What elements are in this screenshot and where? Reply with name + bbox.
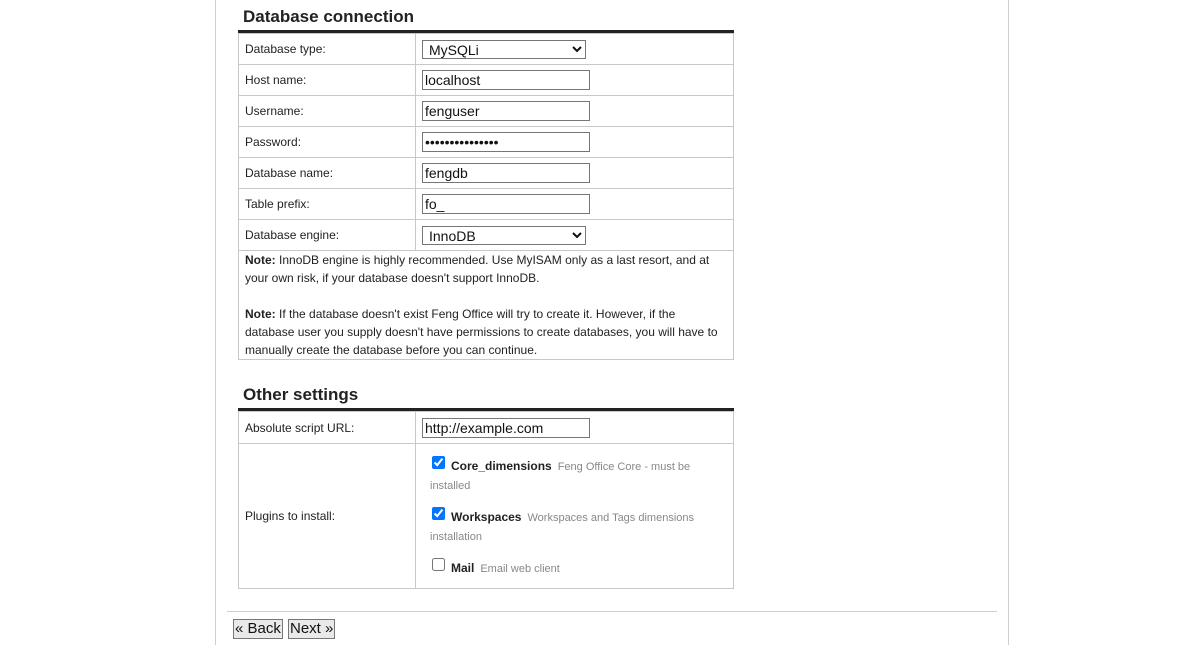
plugin-workspaces-desc: Workspaces and Tags dimensions installation <box>430 512 694 543</box>
engine-select[interactable] <box>422 226 586 245</box>
password-row <box>239 127 734 158</box>
back-button[interactable]: « Back <box>235 620 281 637</box>
database-connection-table <box>238 33 734 360</box>
plugin-workspaces <box>430 507 725 546</box>
plugins-label: Plugins to install: <box>239 444 416 589</box>
engine-label: Database engine: <box>239 220 416 251</box>
db-type-select[interactable] <box>422 40 586 59</box>
plugin-mail-checkbox[interactable] <box>432 558 445 571</box>
db-type-label: Database type: <box>239 34 416 65</box>
username-row <box>239 96 734 127</box>
host-input[interactable] <box>422 70 590 90</box>
url-input[interactable] <box>422 418 590 438</box>
next-button[interactable]: Next » <box>290 620 334 637</box>
plugin-core-dimensions <box>430 456 725 495</box>
plugin-mail-desc: Email web client <box>480 563 560 575</box>
host-label: Host name: <box>239 65 416 96</box>
plugin-workspaces-checkbox[interactable] <box>432 507 445 520</box>
other-settings-table <box>238 411 734 589</box>
password-input[interactable] <box>422 132 590 152</box>
url-row <box>239 412 734 444</box>
other-settings-section <box>238 384 734 589</box>
db-name-label: Database name: <box>239 158 416 189</box>
prefix-input[interactable] <box>422 194 590 214</box>
plugin-core-dimensions-name: Core_dimensions <box>451 459 552 473</box>
engine-row <box>239 220 734 251</box>
database-connection-title: Database connection <box>238 6 734 33</box>
prefix-row <box>239 189 734 220</box>
username-label: Username: <box>239 96 416 127</box>
note-innodb <box>245 251 727 287</box>
db-name-input[interactable] <box>422 163 590 183</box>
note-innodb-lead: Note: <box>245 253 276 267</box>
password-label: Password: <box>239 127 416 158</box>
note-create-db-text: If the database doesn't exist Feng Office will try to create it. However, if the database user you supply doesn't have permissions to create databases, you will have to manually create the database before you can continue. <box>245 307 718 357</box>
plugin-core-dimensions-desc: Feng Office Core - must be installed <box>430 461 691 492</box>
username-input[interactable] <box>422 101 590 121</box>
host-row <box>239 65 734 96</box>
plugin-mail <box>430 558 725 578</box>
notes-cell <box>239 251 734 360</box>
note-create-db <box>245 305 727 359</box>
note-innodb-text: InnoDB engine is highly recommended. Use MyISAM only as a last resort, and at your own risk, if your database doesn't support InnoDB. <box>245 253 710 285</box>
notes-row <box>239 251 734 360</box>
database-connection-section <box>238 6 734 360</box>
footer-divider <box>227 611 997 612</box>
plugin-workspaces-name: Workspaces <box>451 510 522 524</box>
prefix-label: Table prefix: <box>239 189 416 220</box>
plugin-core-dimensions-checkbox[interactable] <box>432 456 445 469</box>
db-type-row <box>239 34 734 65</box>
note-create-db-lead: Note: <box>245 307 276 321</box>
plugins-row <box>239 444 734 589</box>
other-settings-title: Other settings <box>238 384 734 411</box>
plugin-mail-name: Mail <box>451 561 475 575</box>
db-name-row <box>239 158 734 189</box>
plugins-list <box>416 444 734 589</box>
url-label: Absolute script URL: <box>239 412 416 444</box>
